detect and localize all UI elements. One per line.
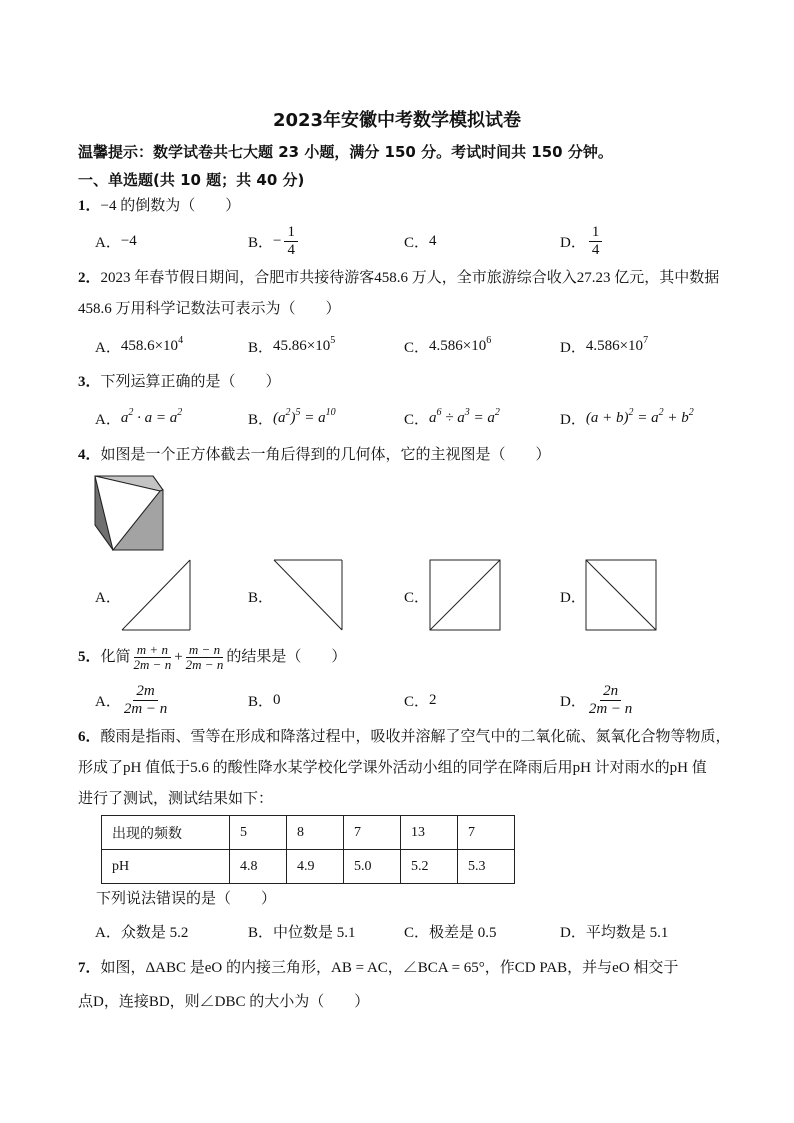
q7-stem-line1 [78,958,678,978]
table-cell: 7 [344,816,401,850]
option-label: A． [95,924,121,941]
term: = a [633,409,659,426]
question-number: 2． [78,270,101,286]
q4-option-d-label: D． [560,589,586,606]
numerator: m + n [134,644,171,658]
question-text: 的结果是（ ） [226,649,347,665]
option-label: D． [560,411,586,428]
denominator: 2m − n [588,700,633,717]
q3-option-d [560,407,694,429]
option-label: D． [560,924,586,941]
question-number: 1． [78,198,101,214]
question-number: 5． [78,649,101,665]
term: · a = a [133,409,178,426]
option-label: C． [404,924,430,941]
fraction [284,225,298,258]
fraction [124,684,167,717]
q3-option-b [248,407,336,429]
term: + b [663,409,689,426]
exponent: 10 [325,406,336,418]
option-value [585,334,649,355]
q4-option-c-figure [426,556,504,634]
option-label: C． [404,693,430,710]
q3-stem [78,372,281,392]
table-cell: 8 [287,816,344,850]
numerator: 2n [600,684,621,701]
q4-option-b-figure [270,556,348,634]
option-label: A． [95,411,121,428]
option-label: B． [248,234,274,251]
q3-option-c [404,407,500,429]
plus-sign: + [174,649,183,665]
question-text: 化简 [100,649,131,665]
exponent: 6 [436,406,442,418]
option-label: D． [560,339,586,356]
table-cell: 出现的频数 [102,816,230,850]
table-cell: 5 [230,816,287,850]
q6-stem-line3: 进行了测试，测试结果如下： [78,791,274,807]
numerator: 1 [589,225,603,242]
option-label: B． [248,411,274,428]
q5-option-d [560,682,635,718]
q5-stem [78,643,346,671]
numerator: m − n [186,644,223,658]
term: ÷ a [441,409,465,426]
exponent: 2 [688,406,694,418]
base: 45.86×10 [273,337,331,354]
q1-option-a [95,223,137,259]
option-value: 2 [429,691,437,708]
fraction [133,641,172,672]
q6-stem-line1 [78,727,731,747]
q2-option-a [95,336,183,356]
term: a [429,409,437,426]
q4-option-c-label: C． [404,589,430,606]
q6-option-b [248,921,356,941]
diagonal-line [586,560,656,630]
option-label: A． [95,339,121,356]
option-expression [120,406,183,427]
diagonal-line [274,560,342,630]
option-value: 极差是 0.5 [429,924,497,941]
option-value [273,334,336,355]
question-text: 如图，ΔABC 是eO 的内接三角形，AB = AC，∠BCA = 65°，作CD PAB，并与eO 相交于 [100,960,679,976]
option-value: 众数是 5.2 [120,924,189,941]
fraction [589,684,632,717]
exponent: 2 [628,406,634,418]
q5-option-b [248,682,281,718]
option-label: D． [560,234,586,251]
option-value: 中位数是 5.1 [273,924,356,941]
option-label: C． [404,411,430,428]
exponent: 5 [295,406,301,418]
q6-option-c [404,921,497,941]
q1-option-b [248,223,301,259]
option-value [429,334,492,355]
option-expression [429,406,500,427]
q2-stem-line1 [78,268,719,288]
q4-option-d-figure [582,556,660,634]
term: a [120,409,129,426]
q4-option-a-label: A． [95,589,121,606]
exponent: 2 [177,406,183,418]
base: 458.6×10 [120,337,179,354]
question-text: 2023 年春节假日期间，合肥市共接待游客458.6 万人，全市旅游综合收入27.23 亿元，其中数据 [100,270,720,286]
q2-option-c [404,336,491,356]
page-title: 2023年安徽中考数学模拟试卷 [272,110,522,131]
q6-option-a [95,921,188,941]
question-number: 7． [78,960,101,976]
q2-option-d [560,336,648,356]
option-label: B． [248,693,274,710]
option-value: 0 [273,691,281,708]
table-row [102,850,515,884]
exponent: 2 [494,406,500,418]
question-text: 下列运算正确的是（ ） [100,374,281,390]
question-text: 如图是一个正方体截去一角后得到的几何体，它的主视图是（ ） [100,447,551,463]
question-text: 酸雨是指雨、雪等在形成和降落过程中，吸收并溶解了空气中的二氧化硫、氮氧化合物等物质， [100,729,731,745]
exponent: 6 [486,334,492,346]
option-label: A． [95,693,121,710]
table-cell: 5.3 [458,850,515,884]
option-label: C． [404,234,430,251]
option-value: −4 [120,232,137,249]
q2-stem-line2: 458.6 万用科学记数法可表示为（ ） [78,301,341,317]
exponent: 7 [643,334,649,346]
option-label: B． [248,924,274,941]
option-label: A． [95,234,121,251]
diagonal-line [122,560,190,630]
denominator: 2m − n [133,656,172,672]
section-heading: 一、单选题(共 10 题；共 40 分) [78,171,305,189]
exponent: 3 [464,406,470,418]
fraction [589,225,603,258]
exponent: 2 [128,406,134,418]
q7-stem-line2: 点D，连接BD，则∠DBC 的大小为（ ） [78,994,370,1010]
term: (a + b) [585,409,629,426]
question-number: 6． [78,729,101,745]
numerator: 1 [284,225,298,242]
question-number: 4． [78,447,101,463]
option-label: D． [560,693,586,710]
q6-sub-question: 下列说法错误的是（ ） [96,891,277,907]
table-row [102,816,515,850]
q6-option-d [560,921,668,941]
exam-notice: 温馨提示：数学试卷共七大题 23 小题，满分 150 分。考试时间共 150 分钟。 [78,143,613,161]
exponent: 2 [658,406,664,418]
numerator: 2m [133,684,157,701]
q6-stem-line2: 形成了pH 值低于5.6 的酸性降水某学校化学课外活动小组的同学在降雨后用pH 计对雨水的pH 值 [78,760,707,776]
option-label: B． [248,339,274,356]
question-number: 3． [78,374,101,390]
q4-option-b-label: B． [248,589,274,606]
denominator: 4 [287,241,295,258]
term: (a [273,409,286,426]
table-cell: 5.0 [344,850,401,884]
cut-cube-figure [90,470,170,555]
q3-option-a [95,407,182,429]
denominator: 2m − n [185,656,224,672]
question-text: −4 的倒数为（ ） [100,198,241,214]
q4-option-a-figure [118,556,196,634]
diagonal-line [430,560,500,630]
option-value: 平均数是 5.1 [585,924,669,941]
base: 4.586×10 [585,337,644,354]
minus-sign: − [273,232,282,249]
option-expression [585,406,694,427]
term: = a [469,409,495,426]
q1-stem [78,196,240,216]
denominator: 2m − n [123,700,168,717]
ph-data-table [101,815,515,884]
denominator: 4 [591,241,600,258]
exponent: 2 [285,406,291,418]
option-value [120,334,184,355]
option-expression [273,406,336,427]
table-cell: 13 [401,816,458,850]
table-cell: 5.2 [401,850,458,884]
q1-option-d [560,223,605,259]
term: ) [290,409,296,426]
table-cell: 7 [458,816,515,850]
table-cell: 4.8 [230,850,287,884]
option-value: 4 [429,232,437,249]
term: = a [300,409,326,426]
fraction [185,641,224,672]
table-cell: pH [102,850,230,884]
exponent: 5 [330,334,336,346]
q2-option-b [248,336,335,356]
base: 4.586×10 [429,337,487,354]
table-cell: 4.9 [287,850,344,884]
q5-option-c [404,682,437,718]
exponent: 4 [178,334,184,346]
q4-stem [78,445,551,465]
q5-option-a [95,682,170,718]
q1-option-c [404,223,437,259]
option-label: C． [404,339,430,356]
